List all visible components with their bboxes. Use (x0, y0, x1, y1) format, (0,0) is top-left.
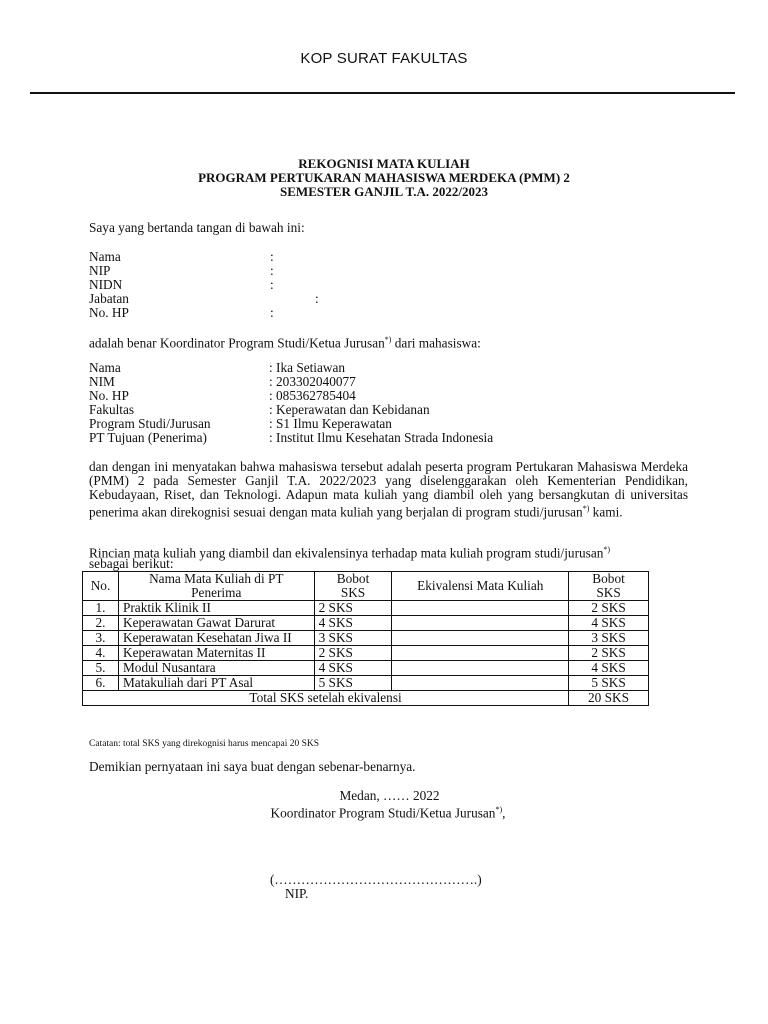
signer-value-hp: : (270, 305, 274, 320)
row-ekivalensi (392, 676, 569, 691)
document-title-line3: SEMESTER GANJIL T.A. 2022/2023 (280, 184, 488, 199)
row-bobot: 4 SKS (314, 661, 392, 676)
header-nama-mata-kuliah: Nama Mata Kuliah di PT Penerima (118, 572, 314, 601)
row-ekivalensi (392, 661, 569, 676)
header-bobot-sks-ekivalensi: Bobot SKS (569, 572, 649, 601)
header-no: No. (83, 572, 119, 601)
signer-value-nidn: : (270, 277, 274, 292)
letterhead-title: KOP SURAT FAKULTAS (300, 50, 468, 67)
row-ekivalensi (392, 631, 569, 646)
row-nama: Keperawatan Kesehatan Jiwa II (118, 631, 314, 646)
header-bobot-sks: Bobot SKS (314, 572, 392, 601)
intro-text: Saya yang bertanda tangan di bawah ini: (89, 220, 305, 235)
student-label-prodi: Program Studi/Jurusan (89, 416, 211, 431)
row-bobot: 5 SKS (314, 676, 392, 691)
row-ekivalensi (392, 616, 569, 631)
row-nama: Keperawatan Gawat Darurat (118, 616, 314, 631)
total-value: 20 SKS (569, 691, 649, 706)
table-total-row (83, 691, 649, 706)
student-label-pt-tujuan: PT Tujuan (Penerima) (89, 430, 207, 445)
student-value-fakultas: : Keperawatan dan Kebidanan (269, 402, 430, 417)
row-no: 2. (83, 616, 119, 631)
row-ekivalensi (392, 601, 569, 616)
student-value-nim: : 203302040077 (269, 374, 356, 389)
student-value-hp: : 085362785404 (269, 388, 356, 403)
student-value-nama: : Ika Setiawan (269, 360, 346, 375)
table-header-row (83, 572, 649, 601)
signer-label-nip: NIP (89, 263, 111, 278)
student-label-fakultas: Fakultas (89, 402, 135, 417)
row-no: 4. (83, 646, 119, 661)
signer-value-nip: : (270, 263, 274, 278)
table-row (83, 646, 649, 661)
signer-value-jabatan: : (315, 291, 319, 306)
row-ekivalensi (392, 646, 569, 661)
closing-statement: Demikian pernyataan ini saya buat dengan sebenar-benarnya. (89, 759, 416, 774)
signature-role: Koordinator Program Studi/Ketua Jurusan*), (270, 805, 506, 821)
row-no: 1. (83, 601, 119, 616)
row-bobot-ekivalensi: 4 SKS (569, 616, 649, 631)
letterhead-divider (30, 92, 735, 94)
row-nama: Matakuliah dari PT Asal (118, 676, 314, 691)
document-title-line1: REKOGNISI MATA KULIAH (298, 156, 470, 171)
row-nama: Modul Nusantara (118, 661, 314, 676)
document-title-line2: PROGRAM PERTUKARAN MAHASISWA MERDEKA (PMM) 2 (198, 170, 570, 185)
signer-label-nidn: NIDN (89, 277, 123, 292)
row-bobot-ekivalensi: 4 SKS (569, 661, 649, 676)
row-bobot: 3 SKS (314, 631, 392, 646)
statement-paragraph: dan dengan ini menyatakan bahwa mahasiswa tersebut adalah peserta program Pertukaran Mahasiswa Merdeka (PMM) 2 pada Semester Ganjil T.A. 2022/2023 yang diselenggarakan oleh Kementerian Pendidikan, Kebudayaan, Riset, dan Teknologi. Adapun mata kuliah yang diambil oleh yang bersangkutan di universitas penerima akan direkognisi sesuai dengan mata kuliah yang berjalan di program studi/jurusan*) kami. (89, 459, 688, 520)
signature-name-line: (……………………………………….) (270, 872, 482, 887)
signer-label-nama: Nama (89, 249, 121, 264)
recognition-table (82, 571, 649, 706)
table-row (83, 661, 649, 676)
table-row (83, 676, 649, 691)
row-nama: Keperawatan Maternitas II (118, 646, 314, 661)
table-row (83, 631, 649, 646)
row-bobot: 4 SKS (314, 616, 392, 631)
table-row (83, 601, 649, 616)
signature-nip: NIP. (285, 886, 309, 901)
table-row (83, 616, 649, 631)
row-bobot: 2 SKS (314, 601, 392, 616)
header-ekivalensi: Ekivalensi Mata Kuliah (392, 572, 569, 601)
row-bobot-ekivalensi: 2 SKS (569, 601, 649, 616)
student-value-prodi: : S1 Ilmu Keperawatan (269, 416, 392, 431)
signer-label-hp: No. HP (89, 305, 129, 320)
student-label-hp: No. HP (89, 388, 129, 403)
row-bobot-ekivalensi: 2 SKS (569, 646, 649, 661)
row-nama: Praktik Klinik II (118, 601, 314, 616)
signer-value-nama: : (270, 249, 274, 264)
row-no: 6. (83, 676, 119, 691)
row-no: 5. (83, 661, 119, 676)
student-label-nama: Nama (89, 360, 121, 375)
signer-label-jabatan: Jabatan (89, 291, 129, 306)
row-bobot-ekivalensi: 3 SKS (569, 631, 649, 646)
rincian-line1: Rincian mata kuliah yang diambil dan ekivalensinya terhadap mata kuliah program studi/jurusan*) (89, 545, 611, 561)
row-bobot: 2 SKS (314, 646, 392, 661)
student-label-nim: NIM (89, 374, 115, 389)
signature-place-date: Medan, …… 2022 (339, 788, 440, 803)
student-value-pt-tujuan: : Institut Ilmu Kesehatan Strada Indonesia (269, 430, 494, 445)
row-bobot-ekivalensi: 5 SKS (569, 676, 649, 691)
row-no: 3. (83, 631, 119, 646)
footnote-catatan: Catatan: total SKS yang direkognisi harus mencapai 20 SKS (89, 739, 320, 749)
rincian-line2: sebagai berikut: (89, 556, 174, 571)
statement-coordinator: adalah benar Koordinator Program Studi/Ketua Jurusan*) dari mahasiswa: (89, 335, 481, 351)
total-label: Total SKS setelah ekivalensi (83, 691, 569, 706)
